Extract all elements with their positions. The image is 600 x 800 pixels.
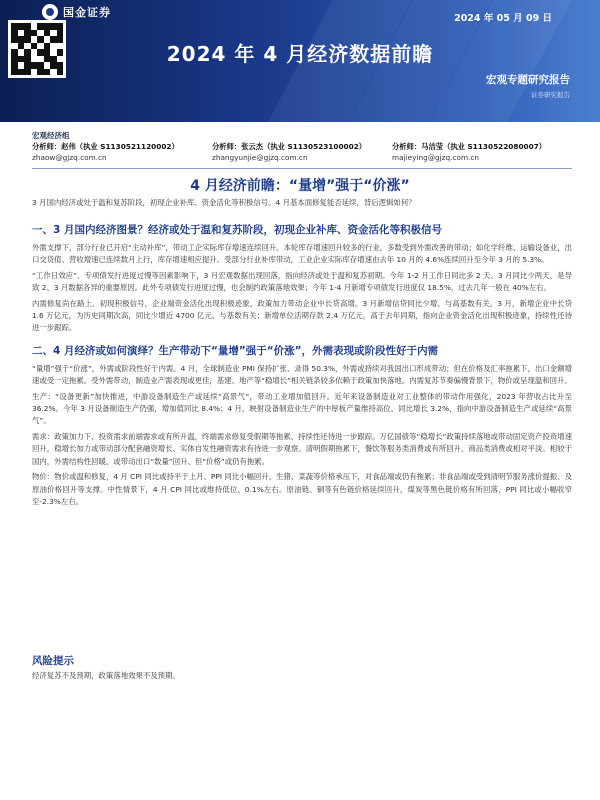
report-title: 2024 年 4 月经济数据前瞻 (166, 42, 434, 66)
risk-heading: 风险提示 (32, 655, 74, 667)
header-divider (32, 168, 572, 169)
analyst-name: 分析师：赵伟（执业 S1130521120002） (32, 142, 179, 151)
section-heading: 一、3 月国内经济图景？经济或处于温和复苏阶段，初现企业补库、资金活化等积极信号 (32, 224, 442, 236)
paragraph: “工作日效应”、专项债发行进度过慢等因素影响下，3 月宏观数据出现回落，指向经济或处于温和复苏初期。今年 1-2 月工作日同比多 2 天、3 月同比少两天，是导致 2、3 月数据各异的重要原因。此外专项债发行进度过慢，也会制约政策落地效果；今年 1-4 月新增专项债发行进度仅 18.5%，过去几年一般在 40%左右。 (32, 270, 572, 293)
paragraph: 外需支撑下，部分行业已开启“主动补库”，带动工企实际库存增速连续回升。本轮库存增速回升较多的行业，多数受到外需改善的带动；如化学纤维、运输设备业，出口交货值、营收增速已连续数月上行，库存增速相应提升。受部分行业补库带动，工业企业实际库存增速由去年 10 月的 4.6%连续回升至今年 3 月的 5.3%。 (32, 243, 572, 265)
analyst-name: 分析师：张云杰（执业 S1130523100002） (212, 142, 367, 151)
report-date: 2024 年 05 月 09 日 (454, 13, 552, 24)
analyst-name: 分析师：马洁莹（执业 S1130522080007） (392, 142, 547, 151)
analyst-card (32, 141, 212, 163)
analyst-list (32, 141, 572, 163)
paragraph: 生产：“设备更新”加快推进，中游设备制造生产或延续“高景气”，带动工业增加值回升。近年来设备制造业对工业整体的带动作用强化，2023 年营收占比升至 36.2%。今年 3 月设备制造生产仍强，增加值同比 8.4%；4 月，映射设备制造业生产的中厚板产量维持高位、同比增长 3.2%，指向中游设备制造生产或延续“高景气”。 (32, 391, 572, 426)
paragraph: “量增”强于“价涨”，外需或阶段性好于内需。4 月，全球制造业 PMI 保持扩张、录得 50.3%，外需或持续对我国出口形成带动；但在价格及汇率拖累下，出口金额增速或受一定拖累。受外需带动，制造业产需表现或更佳，基建、地产等“稳增长”相关链条较多依赖于政策加快落地。内需复苏节奏偏慢背景下，物价或呈现温和回升。 (32, 363, 572, 386)
analyst-card (392, 141, 572, 163)
analyst-card (212, 141, 392, 163)
report-subtype: 证券研究报告 (531, 91, 570, 99)
team-label: 宏观经济组 (32, 131, 70, 140)
brand-logo (42, 4, 111, 20)
brand-name: 国金证券 (63, 6, 111, 19)
paragraph: 内需修复尚在路上、初现积极信号，企业端资金活化出现积极迹象，政策加力带动企业中长贷高增。3 月新增信贷同比少增、与高基数有关。3 月，新增企业中长贷 1.6 万亿元，为历史同期次高，同比少增近 4700 亿元、与基数有关；新增单位活期存款 2.4 万亿元，高于去年同期，指向企业资金活化出现积极迹象，持续性还待进一步跟踪。 (32, 298, 572, 333)
intro-text: 3 月国内经济或处于温和复苏阶段，初现企业补库、资金活化等积极信号。4 月基本面修复能否延续，背后逻辑如何？ (32, 198, 416, 207)
paragraph: 物价：物价或温和修复，4 月 CPI 同比或持平于上月、PPI 同比小幅回升。生猪、菜蔬等价格承压下，对食品端或仍有拖累；非食品端或受到清明节服务涨价提振、及原油价格回升等支撑。中性情景下，4 月 CPI 同比或维持低位、0.1%左右。原油链、铜等有色链价格延续回升，煤炭等黑色链价格有所回落，PPI 同比或小幅收窄至-2.3%左右。 (32, 472, 572, 506)
report-banner (0, 0, 600, 122)
risk-text: 经济复苏不及预期，政策落地效果不及预期。 (32, 671, 180, 680)
paragraph: 需求：政策加力下、投资需求前端需求或有所升温，终端需求修复受假期等拖累、持续性还待进一步跟踪。万亿国债等“稳增长”政策持续落地或带动固定资产投资增速回升，稳增长加力或带动部分配套融资增长、实体自发性融资需求有待进一步观察。清明假期拖累下，餐饮等服务类消费或有所回升，商品类消费或相对平淡。相较于国内，外需结构性回暖，或带动出口“数量”回升、但“价格”或仍有拖累。 (32, 431, 572, 466)
analyst-email[interactable]: zhangyunjie@gjzq.com.cn (212, 153, 308, 162)
headline: 4 月经济前瞻：“量增”强于“价涨” (190, 178, 410, 194)
section-heading: 二、4 月经济或如何演绎？生产带动下“量增”强于“价涨”，外需表现或阶段性好于内需 (32, 344, 439, 357)
analyst-email[interactable]: majieying@gjzq.com.cn (392, 153, 480, 162)
report-body (32, 214, 572, 511)
report-type: 宏观专题研究报告 (486, 74, 570, 86)
brand-mark-icon (42, 4, 58, 20)
analyst-email[interactable]: zhaow@gjzq.com.cn (32, 153, 107, 162)
